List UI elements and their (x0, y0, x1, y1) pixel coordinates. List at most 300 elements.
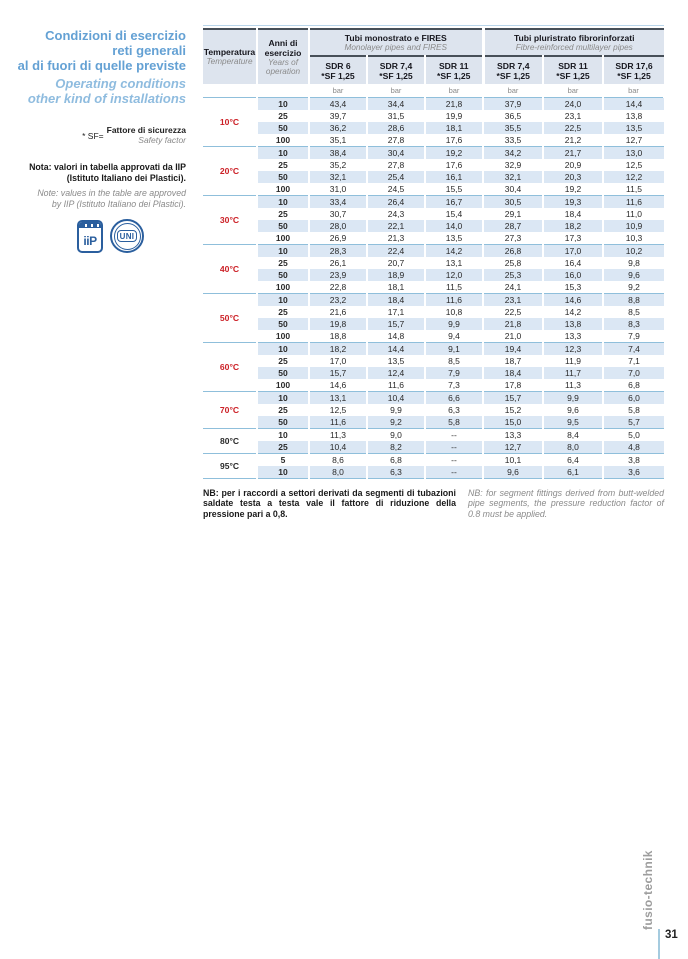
page-title-italian: Condizioni di esercizio reti generali al di fuori di quelle previste (17, 28, 186, 73)
value-cell: 11,6 (425, 293, 483, 306)
table-row (203, 257, 664, 269)
value-cell: 12,0 (425, 269, 483, 281)
table-row (203, 391, 664, 404)
value-cell: 9,9 (367, 404, 425, 416)
unit-label: bar (309, 84, 367, 97)
years-cell: 25 (257, 355, 309, 367)
value-cell: 30,5 (483, 195, 543, 208)
temperature-group (203, 453, 664, 478)
years-cell: 100 (257, 281, 309, 294)
years-cell: 10 (257, 466, 309, 479)
table-row (203, 134, 664, 147)
years-cell: 50 (257, 416, 309, 429)
value-cell: 21,3 (367, 232, 425, 245)
value-cell: 28,6 (367, 122, 425, 134)
unit-row (203, 84, 664, 97)
table-row (203, 342, 664, 355)
value-cell: 6,3 (367, 466, 425, 479)
value-cell: 26,4 (367, 195, 425, 208)
value-cell: 19,3 (543, 195, 603, 208)
value-cell: 5,8 (628, 404, 640, 415)
value-cell: 6,0 (603, 391, 664, 404)
value-cell: 25,3 (483, 269, 543, 281)
value-cell: 23,9 (309, 269, 367, 281)
value-cell: 13,3 (543, 330, 603, 343)
temperature-group (203, 428, 664, 453)
temperature-cell: 40°C (203, 244, 257, 293)
years-cell: 100 (257, 134, 309, 147)
value-cell: 14,6 (309, 379, 367, 392)
value-cell: 18,2 (309, 342, 367, 355)
value-cell: 18,4 (483, 367, 543, 379)
uni-logo-icon: UNI (110, 219, 144, 253)
value-cell: 6,8 (628, 379, 640, 390)
value-cell: 7,4 (603, 342, 664, 355)
years-cell: 25 (257, 208, 309, 220)
table-row (203, 293, 664, 306)
value-cell: 12,4 (367, 367, 425, 379)
value-cell: 21,8 (483, 318, 543, 330)
value-cell: 14,8 (367, 330, 425, 343)
value-cell: 25,8 (483, 257, 543, 269)
safety-factor-label-it: Fattore di sicurezza (106, 125, 186, 135)
temperature-group (203, 195, 664, 244)
value-cell: 19,4 (483, 342, 543, 355)
value-cell: 17,6 (425, 159, 483, 171)
value-cell: 25,4 (367, 171, 425, 183)
value-cell: 17,0 (543, 244, 603, 257)
temperature-cell: 50°C (203, 293, 257, 342)
value-cell: 32,9 (483, 159, 543, 171)
value-cell: 6,1 (543, 466, 603, 479)
value-cell: 10,1 (483, 453, 543, 466)
value-cell: 31,0 (309, 183, 367, 196)
value-cell: 8,8 (603, 293, 664, 306)
value-cell: 10,8 (425, 306, 483, 318)
value-cell: 39,7 (309, 110, 367, 122)
value-cell: 9,9 (425, 318, 483, 330)
value-cell: 11,5 (626, 183, 642, 194)
value-cell: 9,1 (425, 342, 483, 355)
value-cell: 9,6 (483, 466, 543, 479)
page-number: 31 (665, 929, 678, 941)
value-cell: 5,7 (603, 416, 664, 429)
pressure-table (203, 28, 665, 479)
table-row (203, 355, 664, 367)
years-cell: 10 (257, 97, 309, 110)
table-row (203, 269, 664, 281)
value-cell: 17,3 (543, 232, 603, 245)
value-cell: 14,6 (543, 293, 603, 306)
value-cell: 32,1 (309, 171, 367, 183)
sdr-column-header: SDR 6 *SF 1,25 (309, 56, 367, 84)
temperature-cell: 80°C (203, 428, 257, 453)
value-cell: 8,0 (543, 441, 603, 454)
unit-label: bar (425, 84, 483, 97)
table-row (203, 416, 664, 429)
value-cell: 36,2 (309, 122, 367, 134)
value-cell: 26,1 (309, 257, 367, 269)
table-row (203, 146, 664, 159)
value-cell: 22,1 (367, 220, 425, 232)
value-cell: 11,3 (309, 428, 367, 441)
value-cell: 11,6 (603, 195, 664, 208)
table-row (203, 466, 664, 479)
value-cell: 19,2 (543, 183, 603, 196)
value-cell: 19,2 (425, 146, 483, 159)
table-row (203, 220, 664, 232)
value-cell: 9,2 (367, 416, 425, 429)
value-cell: 5,0 (628, 429, 640, 440)
table-row (203, 318, 664, 330)
value-cell: 28,0 (309, 220, 367, 232)
table-row (203, 183, 664, 196)
value-cell: 7,1 (628, 355, 640, 366)
value-cell: 19,9 (425, 110, 483, 122)
value-cell: 36,5 (483, 110, 543, 122)
value-cell: 13,5 (367, 355, 425, 367)
value-cell: 16,0 (543, 269, 603, 281)
years-cell: 100 (257, 183, 309, 196)
value-cell: 15,4 (425, 208, 483, 220)
table-header (203, 29, 664, 84)
years-cell: 25 (257, 404, 309, 416)
footer-notes (203, 488, 664, 520)
value-cell: 18,9 (367, 269, 425, 281)
value-cell: 21,0 (483, 330, 543, 343)
page-number-rule (658, 929, 660, 959)
value-cell: 24,0 (543, 97, 603, 110)
years-cell: 25 (257, 257, 309, 269)
table-row (203, 281, 664, 294)
value-cell: 17,8 (483, 379, 543, 392)
value-cell: 6,8 (367, 453, 425, 466)
value-cell: 37,9 (483, 97, 543, 110)
value-cell: 22,4 (367, 244, 425, 257)
value-cell: 13,1 (309, 391, 367, 404)
value-cell: 12,3 (543, 342, 603, 355)
value-cell: 16,1 (425, 171, 483, 183)
table-row (203, 122, 664, 134)
value-cell: 14,2 (425, 244, 483, 257)
value-cell: 29,1 (483, 208, 543, 220)
value-cell: 5,8 (425, 416, 483, 429)
value-cell: 10,4 (367, 391, 425, 404)
page-title-english: Operating conditions other kind of installations (27, 76, 186, 106)
value-cell: 23,1 (543, 110, 603, 122)
unit-label: bar (367, 84, 425, 97)
value-cell: 35,5 (483, 122, 543, 134)
value-cell: 8,4 (543, 428, 603, 441)
value-cell: 20,3 (543, 171, 603, 183)
sdr-column-header: SDR 11 *SF 1,25 (543, 56, 603, 84)
value-cell: 10,3 (625, 232, 643, 243)
monolayer-group-header: Tubi monostrato e FIRES Monolayer pipes and FIRES (309, 29, 483, 56)
value-cell: 30,4 (367, 146, 425, 159)
temperature-cell: 20°C (203, 146, 257, 195)
table-row (203, 97, 664, 110)
approval-note-english: Note: values in the table are approved by IIP (Istituto Italiano dei Plastici). (37, 188, 186, 209)
value-cell: 21,8 (425, 97, 483, 110)
value-cell: 18,1 (367, 281, 425, 294)
value-cell: 43,4 (309, 97, 367, 110)
table-row (203, 330, 664, 343)
years-cell: 10 (257, 195, 309, 208)
value-cell: 9,5 (543, 416, 603, 429)
value-cell: 13,1 (425, 257, 483, 269)
value-cell: 35,1 (309, 134, 367, 147)
years-cell: 100 (257, 330, 309, 343)
sdr-column-header: SDR 7,4 *SF 1,25 (367, 56, 425, 84)
value-cell: 34,2 (483, 146, 543, 159)
value-cell: 9,8 (628, 257, 640, 268)
value-cell: 38,4 (309, 146, 367, 159)
value-cell: 9,4 (425, 330, 483, 343)
value-cell: 30,7 (309, 208, 367, 220)
value-cell: 15,3 (543, 281, 603, 294)
years-cell: 100 (257, 232, 309, 245)
value-cell: 26,9 (309, 232, 367, 245)
value-cell: 12,2 (603, 171, 664, 183)
value-cell: 21,2 (543, 134, 603, 147)
temperature-group (203, 146, 664, 195)
value-cell: 35,2 (309, 159, 367, 171)
unit-label: bar (483, 84, 543, 97)
value-cell: 9,2 (628, 281, 640, 292)
table-row (203, 428, 664, 441)
multilayer-group-header: Tubi pluristrato fibrorinforzati Fibre-reinforced multilayer pipes (483, 29, 664, 56)
value-cell: 32,1 (483, 171, 543, 183)
unit-label: bar (543, 84, 603, 97)
value-cell: 15,7 (367, 318, 425, 330)
years-cell: 50 (257, 220, 309, 232)
value-cell: -- (425, 428, 483, 441)
nb-note-italian: NB: per i raccordi a settori derivati da segmenti di tubazioni saldate testa a testa vale il fattore di riduzione della pressione pari a 0,8. (203, 487, 456, 520)
value-cell: 3,6 (603, 466, 664, 479)
value-cell: 14,4 (603, 97, 664, 110)
value-cell: 13,8 (543, 318, 603, 330)
value-cell: 18,4 (367, 293, 425, 306)
value-cell: 27,3 (483, 232, 543, 245)
value-cell: 12,5 (309, 404, 367, 416)
value-cell: 33,5 (483, 134, 543, 147)
value-cell: 34,4 (367, 97, 425, 110)
temperature-cell: 70°C (203, 391, 257, 428)
value-cell: 23,2 (309, 293, 367, 306)
years-cell: 25 (257, 441, 309, 454)
table-row (203, 441, 664, 454)
value-cell: 3,8 (628, 454, 640, 465)
value-cell: 20,9 (543, 159, 603, 171)
value-cell: 6,3 (425, 404, 483, 416)
value-cell: 15,5 (425, 183, 483, 196)
table-row (203, 110, 664, 122)
value-cell: 9,6 (543, 404, 603, 416)
table-row (203, 404, 664, 416)
years-cell: 10 (257, 146, 309, 159)
table-row (203, 171, 664, 183)
value-cell: 23,1 (483, 293, 543, 306)
temperature-cell: 95°C (203, 453, 257, 478)
value-cell: 8,5 (628, 306, 640, 317)
value-cell: -- (425, 441, 483, 454)
value-cell: 13,0 (603, 146, 664, 159)
value-cell: 33,4 (309, 195, 367, 208)
value-cell: 10,9 (603, 220, 664, 232)
value-cell: 30,4 (483, 183, 543, 196)
value-cell: 10,4 (309, 441, 367, 454)
value-cell: 24,3 (367, 208, 425, 220)
value-cell: -- (425, 453, 483, 466)
value-cell: 13,3 (483, 428, 543, 441)
value-cell: 12,7 (625, 134, 643, 145)
safety-factor-label-en: Safety factor (138, 134, 186, 145)
value-cell: 9,6 (603, 269, 664, 281)
value-cell: 10,2 (603, 244, 664, 257)
value-cell: 7,0 (603, 367, 664, 379)
safety-factor-symbol: * SF= (82, 130, 104, 141)
table-row (203, 306, 664, 318)
value-cell: 27,8 (367, 159, 425, 171)
value-cell: 6,4 (543, 453, 603, 466)
years-cell: 50 (257, 171, 309, 183)
temperature-group (203, 244, 664, 293)
years-cell: 10 (257, 342, 309, 355)
years-cell: 10 (257, 391, 309, 404)
table-top-rule (203, 25, 664, 26)
value-cell: 11,7 (543, 367, 603, 379)
value-cell: 16,7 (425, 195, 483, 208)
temperature-group (203, 293, 664, 342)
value-cell: 9,0 (367, 428, 425, 441)
value-cell: 22,5 (483, 306, 543, 318)
value-cell: 27,8 (367, 134, 425, 147)
value-cell: 22,5 (543, 122, 603, 134)
table-row (203, 244, 664, 257)
value-cell: 6,6 (425, 391, 483, 404)
years-cell: 10 (257, 244, 309, 257)
value-cell: 11,6 (309, 416, 367, 429)
temperature-column-header: Temperatura Temperature (203, 29, 257, 84)
years-cell: 25 (257, 159, 309, 171)
value-cell: 17,1 (367, 306, 425, 318)
value-cell: 14,0 (425, 220, 483, 232)
value-cell: 13,5 (425, 232, 483, 245)
years-cell: 5 (257, 453, 309, 466)
years-cell: 50 (257, 122, 309, 134)
value-cell: 17,6 (425, 134, 483, 147)
table-row (203, 367, 664, 379)
value-cell: 26,8 (483, 244, 543, 257)
value-cell: 31,5 (367, 110, 425, 122)
value-cell: 17,0 (309, 355, 367, 367)
value-cell: 21,6 (309, 306, 367, 318)
years-cell: 100 (257, 379, 309, 392)
temperature-cell: 30°C (203, 195, 257, 244)
temperature-group (203, 391, 664, 428)
approval-note-italian: Nota: valori in tabella approvati da IIP (Istituto Italiano dei Plastici). (29, 162, 186, 183)
value-cell: 24,1 (483, 281, 543, 294)
temperature-cell: 10°C (203, 97, 257, 146)
value-cell: 8,3 (603, 318, 664, 330)
value-cell: 8,0 (309, 466, 367, 479)
value-cell: 13,5 (603, 122, 664, 134)
value-cell: 11,6 (367, 379, 425, 392)
value-cell: 16,4 (543, 257, 603, 269)
value-cell: 4,8 (603, 441, 664, 454)
value-cell: 28,3 (309, 244, 367, 257)
sidebar (0, 28, 186, 253)
years-cell: 50 (257, 318, 309, 330)
table-row (203, 232, 664, 245)
pressure-table-area (203, 25, 664, 520)
years-cell: 50 (257, 367, 309, 379)
value-cell: 21,7 (543, 146, 603, 159)
value-cell: 7,9 (425, 367, 483, 379)
value-cell: 20,7 (367, 257, 425, 269)
value-cell: 28,7 (483, 220, 543, 232)
value-cell: 14,2 (543, 306, 603, 318)
value-cell: 14,4 (367, 342, 425, 355)
table-row (203, 453, 664, 466)
value-cell: 18,8 (309, 330, 367, 343)
years-cell: 10 (257, 428, 309, 441)
value-cell: 18,1 (425, 122, 483, 134)
value-cell: 19,8 (309, 318, 367, 330)
certification-logos (0, 219, 186, 253)
value-cell: 9,9 (543, 391, 603, 404)
value-cell: 15,0 (483, 416, 543, 429)
value-cell: 13,8 (625, 110, 643, 121)
value-cell: 12,5 (625, 159, 643, 170)
sdr-column-header: SDR 17,6 *SF 1,25 (603, 56, 664, 84)
value-cell: 11,0 (626, 208, 642, 219)
table-row (203, 159, 664, 171)
value-cell: 15,7 (483, 391, 543, 404)
value-cell: 11,9 (543, 355, 603, 367)
years-cell: 10 (257, 293, 309, 306)
table-row (203, 208, 664, 220)
value-cell: 18,4 (543, 208, 603, 220)
value-cell: 12,7 (483, 441, 543, 454)
value-cell: 7,9 (628, 330, 640, 341)
value-cell: -- (425, 466, 483, 479)
sdr-column-header: SDR 7,4 *SF 1,25 (483, 56, 543, 84)
unit-label: bar (603, 84, 664, 97)
years-cell: 25 (257, 110, 309, 122)
value-cell: 18,7 (483, 355, 543, 367)
table-row (203, 195, 664, 208)
value-cell: 11,5 (425, 281, 483, 294)
years-cell: 25 (257, 306, 309, 318)
sdr-column-header: SDR 11 *SF 1,25 (425, 56, 483, 84)
value-cell: 11,3 (543, 379, 603, 392)
value-cell: 15,7 (309, 367, 367, 379)
safety-factor-legend (0, 126, 186, 145)
nb-note-english: NB: for segment fittings derived from butt-welded pipe segments, the pressure reduction factor of 0.8 must be applied. (468, 487, 664, 520)
table-row (203, 379, 664, 392)
iip-logo-icon: iiP (77, 220, 103, 253)
temperature-group (203, 97, 664, 146)
temperature-group (203, 342, 664, 391)
value-cell: 7,3 (425, 379, 483, 392)
brand-vertical-logo: fusio-technik (641, 850, 655, 930)
value-cell: 18,2 (543, 220, 603, 232)
value-cell: 8,2 (367, 441, 425, 454)
value-cell: 8,5 (425, 355, 483, 367)
years-column-header: Anni di esercizio Years of operation (257, 29, 309, 84)
value-cell: 8,6 (309, 453, 367, 466)
